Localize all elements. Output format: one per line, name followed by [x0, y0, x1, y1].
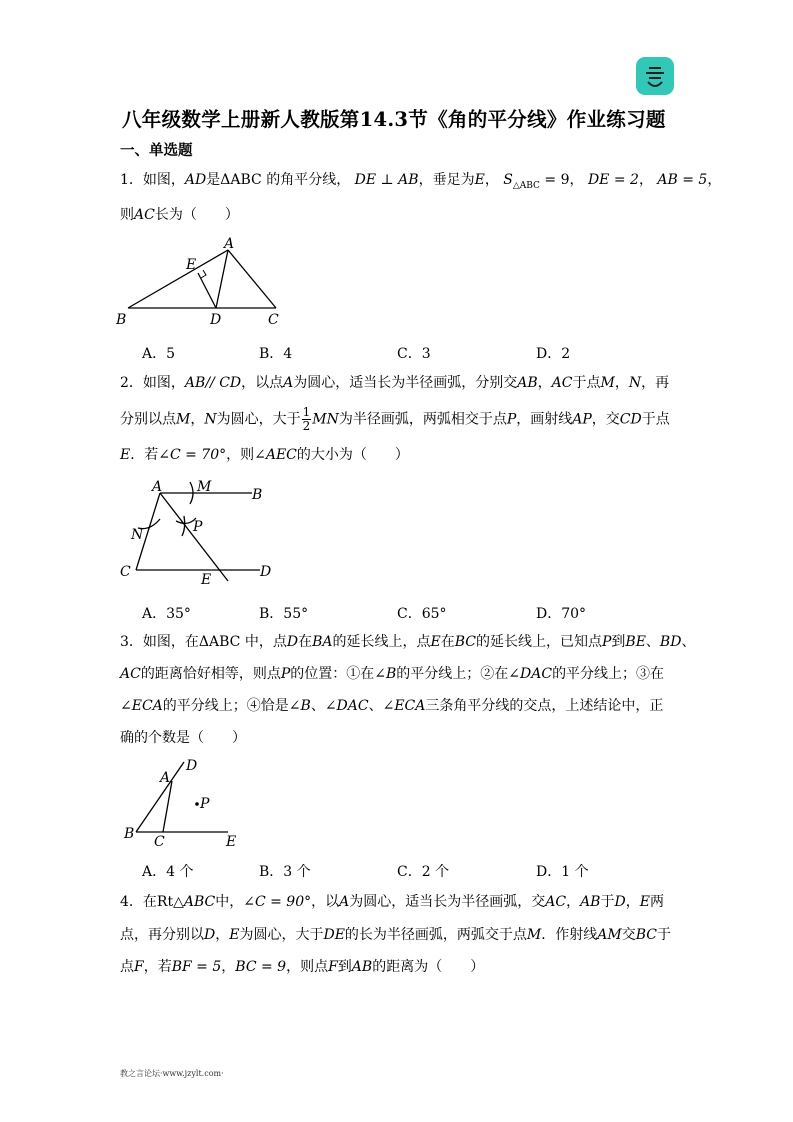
fig3-label-p: P	[200, 796, 210, 812]
fig3-label-d: D	[186, 758, 198, 774]
page-title: 八年级数学上册新人教版第14.3节《角的平分线》作业练习题	[122, 108, 666, 131]
q3-option-d: D．1 个	[536, 864, 589, 880]
fig3-label-c: C	[154, 834, 165, 850]
fig1-label-a: A	[224, 236, 235, 252]
question-2-line-3: E．若∠C = 70°，则∠AEC的大小为（ ）	[120, 447, 409, 463]
q2-option-c: C．65°	[397, 606, 447, 622]
question-1-line-1: 1．如图，AD是ΔABC 的角平分线， DE ⊥ AB，垂足为E， $S_{\triangle ABC} = 9$， DE = 2， AB = 5，	[120, 172, 722, 191]
logo-icon	[636, 57, 674, 95]
page-footer: 教之言论坛·www.jzylt.com·	[120, 1069, 224, 1078]
question-2-line-2: 分别以点M，N为圆心，大于 $\frac{1}{2}$ MN为半径画弧，两弧相交于点P，画射线AP，交CD于点	[120, 405, 670, 433]
fig2-label-c: C	[120, 564, 131, 580]
question-3-line-4: 确的个数是（ ）	[120, 730, 246, 746]
fig3-label-e: E	[226, 834, 237, 850]
question-3-figure	[112, 756, 252, 852]
fig2-label-b: B	[252, 487, 263, 503]
question-4-line-2: 点，再分别以D，E为圆心，大于DE的长为半径画弧，两弧交于点M．作射线AM交BC于	[120, 927, 671, 943]
q1-option-c: C．3	[397, 346, 431, 362]
fig2-label-e: E	[201, 572, 212, 588]
section-heading: 一、单选题	[120, 142, 193, 159]
q1-option-a: A．5	[142, 346, 176, 362]
fraction-half: $\frac{1}{2}$	[302, 405, 311, 433]
question-2-line-1: 2．如图，AB// CD，以点A为圆心，适当长为半径画弧，分别交AB，AC于点M，N，再	[120, 375, 670, 391]
fig3-label-a: A	[160, 770, 171, 786]
site-logo	[636, 57, 674, 95]
q1-option-d: D．2	[536, 346, 571, 362]
fig3-label-b: B	[124, 826, 135, 842]
q3-option-b: B．3 个	[259, 864, 311, 880]
q2-option-a: A．35°	[142, 606, 191, 622]
question-2-figure	[112, 476, 282, 588]
fig1-label-c: C	[268, 312, 279, 328]
q2-option-b: B．55°	[259, 606, 309, 622]
question-4-line-3: 点F，若BF = 5，BC = 9，则点F到AB的距离为（ ）	[120, 959, 485, 975]
q1-option-b: B．4	[259, 346, 293, 362]
fig2-label-d: D	[260, 564, 272, 580]
fig2-label-a: A	[152, 479, 163, 495]
question-1-figure	[112, 232, 292, 332]
q3-option-c: C．2 个	[397, 864, 450, 880]
question-3-line-2: AC的距离恰好相等，则点P的位置：①在∠B的平分线上；②在∠DAC的平分线上；③在	[120, 666, 665, 682]
fig2-label-p: P	[193, 519, 203, 535]
q2-option-d: D．70°	[536, 606, 587, 622]
fig2-label-m: M	[197, 479, 212, 495]
fig1-label-b: B	[116, 312, 127, 328]
question-3-line-3: ∠ECA的平分线上；④恰是∠B、∠DAC、∠ECA三条角平分线的交点，上述结论中，正	[120, 698, 664, 714]
fig1-label-e: E	[186, 257, 197, 273]
fig2-label-n: N	[131, 527, 144, 543]
fig1-label-d: D	[210, 312, 222, 328]
question-3-line-1: 3．如图，在ΔABC 中，点D在BA的延长线上，点E在BC的延长线上，已知点P到BE、BD、	[120, 634, 696, 650]
q3-option-a: A．4 个	[142, 864, 194, 880]
question-4-line-1: 4．在Rt△ABC中，∠C = 90°，以A为圆心，适当长为半径画弧，交AC，AB于D，E两	[120, 894, 664, 910]
question-1-line-2: 则AC长为（ ）	[120, 207, 239, 223]
